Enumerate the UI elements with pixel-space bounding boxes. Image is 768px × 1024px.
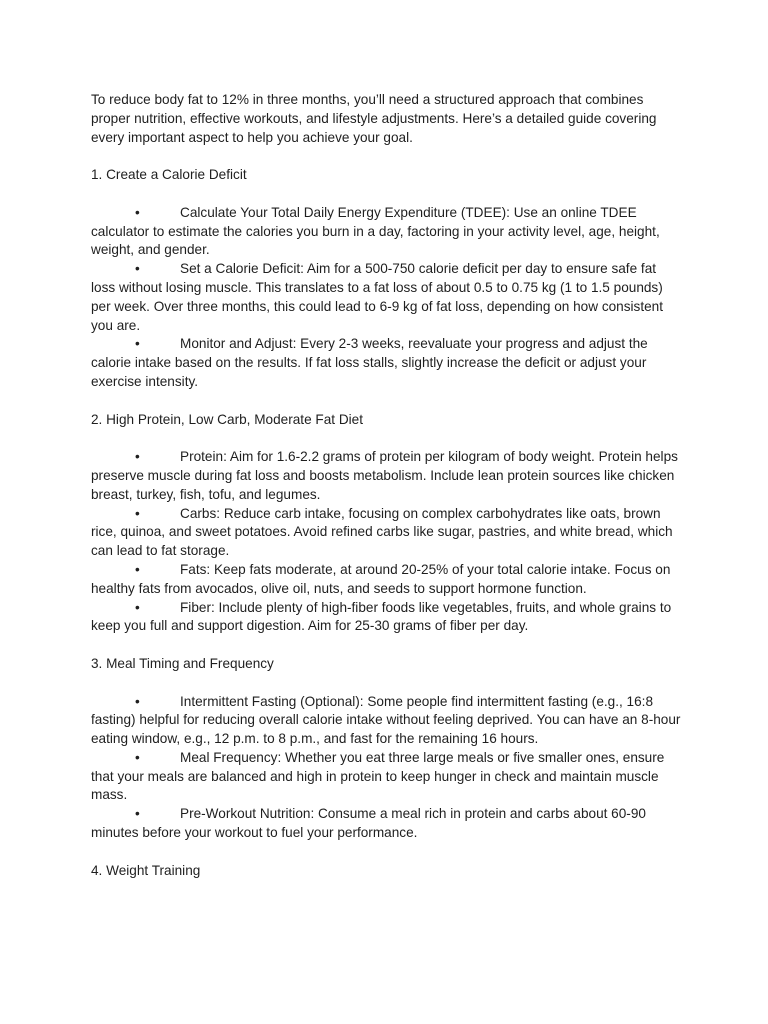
- bullet-text: Protein: Aim for 1.6-2.2 grams of protein per kilogram of body weight. Protein helps preserve muscle during fat loss and boosts metabolism. Include lean protein sources like chicken breast, turkey, fish, tofu, and legumes.: [91, 449, 678, 502]
- section-heading: 2. High Protein, Low Carb, Moderate Fat Diet: [91, 411, 364, 427]
- spacer: [91, 392, 681, 411]
- bullet-text: Intermittent Fasting (Optional): Some people find intermittent fasting (e.g., 16:8 fasting) helpful for reducing overall calorie intake without feeling deprived. You can have an 8-hour eating window, e.g., 12 p.m. to 8 p.m., and fast for the remaining 16 hours.: [91, 693, 681, 747]
- section-heading: 1. Create a Calorie Deficit: [91, 167, 247, 183]
- bullet-text: Meal Frequency: Whether you eat three large meals or five smaller ones, ensure that your meals are balanced and high in protein to keep hunger in check and maintain muscle mass.: [91, 749, 665, 803]
- bullet-icon: •: [135, 749, 140, 765]
- bullet-text: Fiber: Include plenty of high-fiber foods like vegetables, fruits, and whole grains to keep you full and support digestion. Aim for 25-30 grams of fiber per day.: [91, 599, 672, 634]
- bullet-item: [91, 335, 681, 391]
- spacer: [91, 674, 681, 693]
- bullet-text: Calculate Your Total Daily Energy Expenditure (TDEE): Use an online TDEE calculator to estimate the calories you burn in a day, factoring in your activity level, age, height, weight, and gender.: [91, 204, 660, 258]
- spacer: [91, 636, 681, 655]
- section-heading: 4. Weight Training: [91, 862, 201, 878]
- bullet-text: Fats: Keep fats moderate, at around 20-25% of your total calorie intake. Focus on healthy fats from avocados, olive oil, nuts, and seeds to support hormone function.: [91, 561, 671, 596]
- spacer: [91, 429, 681, 448]
- spacer: [91, 147, 681, 166]
- intro-paragraph: To reduce body fat to 12% in three months, you’ll need a structured approach that combines proper nutrition, effective workouts, and lifestyle adjustments. Here’s a detailed guide covering every important aspect to help you achieve your goal.: [91, 92, 657, 145]
- bullet-icon: •: [135, 561, 140, 577]
- bullet-text: Carbs: Reduce carb intake, focusing on complex carbohydrates like oats, brown rice, quinoa, and sweet potatoes. Avoid refined carbs like sugar, pastries, and white bread, which can lead to fat storage.: [91, 505, 673, 559]
- bullet-icon: •: [135, 599, 140, 615]
- bullet-text: Pre-Workout Nutrition: Consume a meal rich in protein and carbs about 60-90 minutes before your workout to fuel your performance.: [91, 806, 646, 841]
- section-heading: 3. Meal Timing and Frequency: [91, 655, 274, 671]
- bullet-icon: •: [135, 806, 140, 822]
- bullet-item: [91, 448, 681, 504]
- bullet-item: [91, 599, 681, 637]
- bullet-text: Monitor and Adjust: Every 2-3 weeks, reevaluate your progress and adjust the calorie intake based on the results. If fat loss stalls, slightly increase the deficit or adjust your exercise intensity.: [91, 336, 648, 389]
- bullet-item: [91, 561, 681, 599]
- bullet-item: [91, 693, 681, 749]
- bullet-item: [91, 805, 681, 843]
- bullet-icon: •: [135, 336, 140, 352]
- document-page: [91, 91, 681, 880]
- spacer: [91, 843, 681, 862]
- bullet-item: [91, 749, 681, 805]
- bullet-icon: •: [135, 261, 140, 277]
- bullet-item: [91, 260, 681, 335]
- bullet-icon: •: [135, 449, 140, 465]
- bullet-icon: •: [135, 505, 140, 521]
- bullet-item: [91, 204, 681, 260]
- bullet-text: Set a Calorie Deficit: Aim for a 500-750 calorie deficit per day to ensure safe fat loss without losing muscle. This translates to a fat loss of about 0.5 to 0.75 kg (1 to 1.5 pounds) per week. Over three months, this could lead to 6-9 kg of fat loss, depending on how consistent you are.: [91, 261, 664, 333]
- bullet-icon: •: [135, 693, 140, 709]
- bullet-icon: •: [135, 204, 140, 220]
- spacer: [91, 185, 681, 204]
- bullet-item: [91, 505, 681, 561]
